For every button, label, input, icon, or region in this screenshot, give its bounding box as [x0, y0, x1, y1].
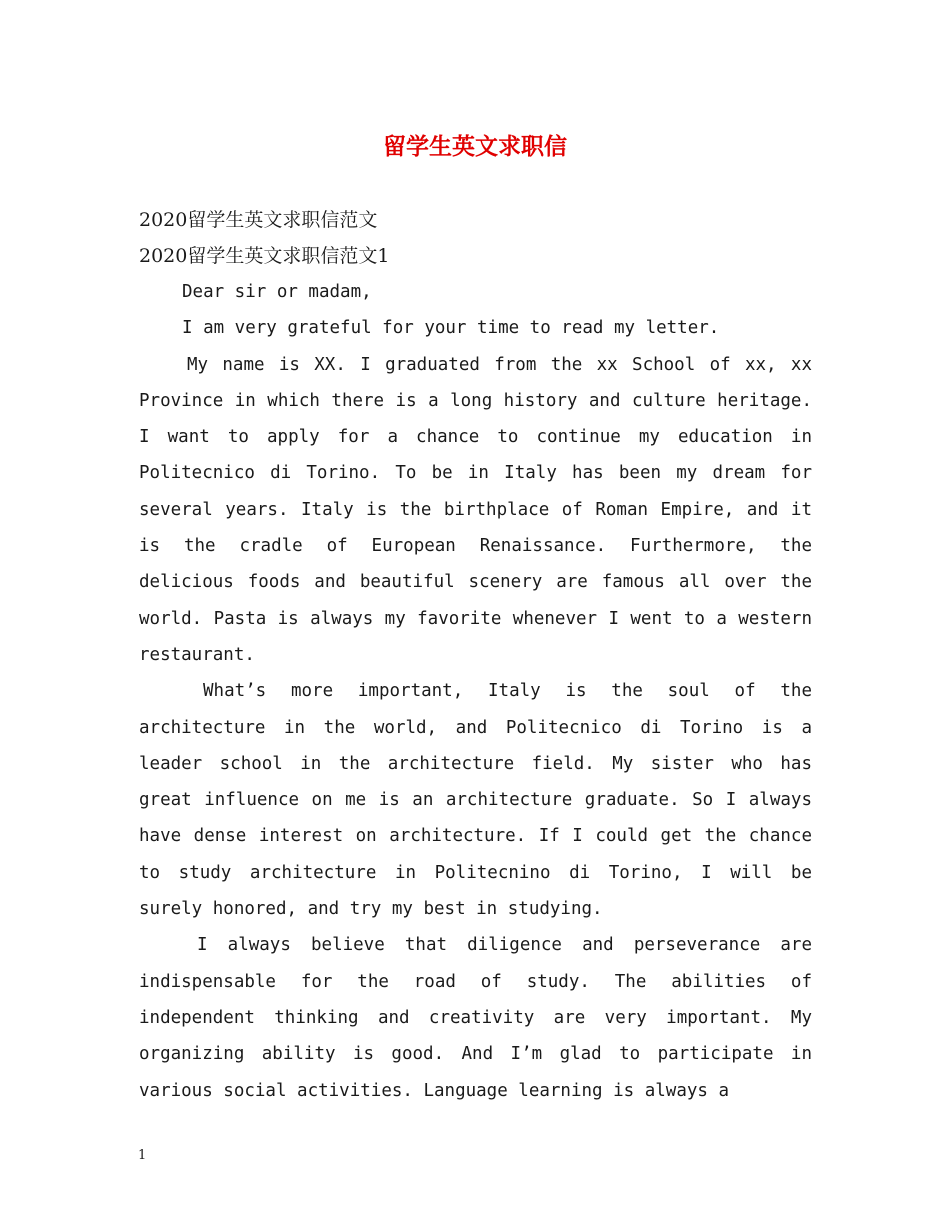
salutation: Dear sir or madam,	[182, 282, 372, 302]
paragraph-architecture: What’s more important, Italy is the soul of the architecture in the world, and Politecnico di Torino is a leader school in the architecture field. My sister who has great influence on me is an architecture graduate. So I always have dense interest on architecture. If I could get the chance to study architecture in Politecnino di Torino, I will be surely honored, and try my best in studying.	[139, 681, 812, 920]
document-body	[139, 202, 812, 1109]
subheading-collection: 2020留学生英文求职信范文	[139, 209, 378, 231]
paragraph-introduction: My name is XX. I graduated from the xx School of xx, xx Province in which there is a long history and culture heritage. I want to apply for a chance to continue my education in Politecnico di Torino. To be in Italy has been my dream for several years. Italy is the birthplace of Roman Empire, and it is the cradle of European Renaissance. Furthermore, the delicious foods and beautiful scenery are famous all over the world. Pasta is always my favorite whenever I went to a western restaurant.	[139, 354, 812, 665]
document-title: 留学生英文求职信	[383, 133, 567, 160]
paragraph-diligence: I always believe that diligence and perseverance are indispensable for the road of study. The abilities of independent thinking and creativity are very important. My organizing ability is good. And I’m glad to participate in various social activities. Language learning is always a	[139, 935, 812, 1101]
subheading-sample-1: 2020留学生英文求职信范文1	[139, 245, 390, 267]
page-number: 1	[138, 1148, 147, 1163]
paragraph-gratitude: I am very grateful for your time to read my letter.	[182, 318, 720, 339]
